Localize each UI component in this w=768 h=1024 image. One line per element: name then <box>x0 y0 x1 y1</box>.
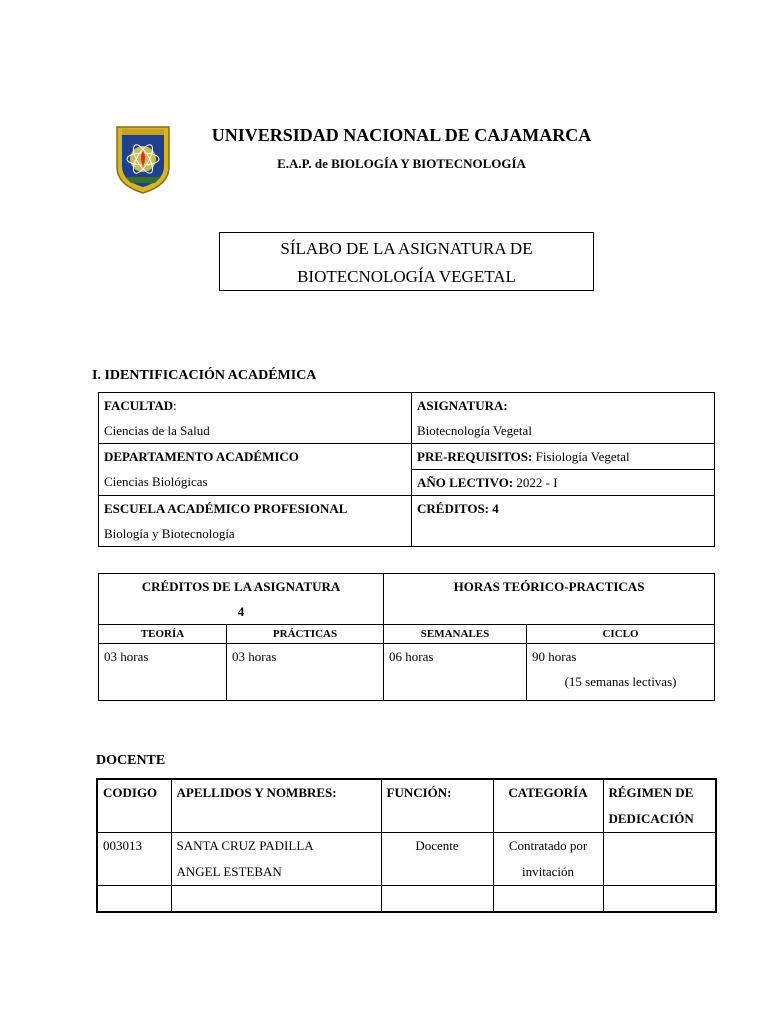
table-row <box>97 779 716 833</box>
creditos-cell <box>412 496 715 547</box>
regimen-line1: RÉGIMEN DE <box>608 785 694 800</box>
hours-header-cell <box>384 574 715 625</box>
teoria-value: 03 horas <box>99 644 227 701</box>
nombre-line1: SANTA CRUZ PADILLA <box>176 838 314 853</box>
prerequisitos-anio-cell <box>412 444 715 496</box>
ciclo-cell <box>527 644 715 701</box>
departamento-cell <box>99 444 412 496</box>
anio-value: 2022 - I <box>513 475 558 490</box>
column-header-ciclo: CICLO <box>527 625 715 644</box>
anio-label: AÑO LECTIVO: <box>417 475 514 490</box>
facultad-cell <box>99 393 412 444</box>
empty-cell <box>603 886 716 913</box>
escuela-label: ESCUELA ACADÉMICO PROFESIONAL <box>104 501 348 516</box>
asignatura-cell <box>412 393 715 444</box>
empty-cell <box>171 886 381 913</box>
ciclo-value: 90 horas <box>532 649 577 664</box>
funcion-value: Docente <box>381 833 493 886</box>
regimen-value <box>603 833 716 886</box>
column-header-regimen <box>603 779 716 833</box>
hours-title: HORAS TEÓRICO-PRACTICAS <box>453 579 645 594</box>
docente-section-title: DOCENTE <box>96 753 166 768</box>
table-row <box>99 496 715 547</box>
prerequisitos-label: PRE-REQUISITOS: <box>417 449 533 464</box>
nombre-line2: ANGEL ESTEBAN <box>176 864 282 879</box>
identification-section-title: I. IDENTIFICACIÓN ACADÉMICA <box>92 368 317 383</box>
table-row <box>99 574 715 625</box>
table-row <box>99 644 715 701</box>
ciclo-note: (15 semanas lectivas) <box>564 674 677 689</box>
prerequisitos-value: Fisiología Vegetal <box>532 449 630 464</box>
escuela-value: Biología y Biotecnología <box>104 526 235 541</box>
column-header-teoria: TEORÍA <box>99 625 227 644</box>
credits-value: 4 <box>237 604 245 619</box>
regimen-line2: DEDICACIÓN <box>608 811 694 826</box>
credits-header-cell <box>99 574 384 625</box>
escuela-cell <box>99 496 412 547</box>
table-row <box>97 886 716 913</box>
table-row <box>97 833 716 886</box>
nombre-cell <box>171 833 381 886</box>
codigo-value: 003013 <box>97 833 171 886</box>
table-row <box>99 393 715 444</box>
syllabus-title-line2: BIOTECNOLOGÍA VEGETAL <box>297 267 516 286</box>
syllabus-title-box <box>219 232 594 291</box>
university-name: UNIVERSIDAD NACIONAL DE CAJAMARCA <box>211 125 592 145</box>
departamento-label: DEPARTAMENTO ACADÉMICO <box>104 449 299 464</box>
semanales-value: 06 horas <box>384 644 527 701</box>
docente-table <box>96 778 717 913</box>
categoria-cell <box>493 833 603 886</box>
facultad-colon: : <box>173 398 177 413</box>
departamento-value: Ciencias Biológicas <box>104 474 208 489</box>
facultad-value: Ciencias de la Salud <box>104 423 210 438</box>
empty-cell <box>381 886 493 913</box>
asignatura-value: Biotecnología Vegetal <box>417 423 532 438</box>
column-header-codigo: CODIGO <box>97 779 171 833</box>
credits-title: CRÉDITOS DE LA ASIGNATURA <box>141 579 341 594</box>
column-header-categoria: CATEGORÍA <box>493 779 603 833</box>
practicas-value: 03 horas <box>227 644 384 701</box>
empty-cell <box>493 886 603 913</box>
empty-cell <box>97 886 171 913</box>
school-name: E.A.P. de BIOLOGÍA Y BIOTECNOLOGÍA <box>277 156 526 171</box>
syllabus-title-line1: SÍLABO DE LA ASIGNATURA DE <box>280 239 533 258</box>
asignatura-label: ASIGNATURA: <box>417 398 508 413</box>
column-header-nombres: APELLIDOS Y NOMBRES: <box>171 779 381 833</box>
categoria-line2: invitación <box>522 864 574 879</box>
column-header-semanales: SEMANALES <box>384 625 527 644</box>
facultad-label: FACULTAD <box>104 398 174 413</box>
identification-table <box>98 392 715 547</box>
credits-table <box>98 573 715 701</box>
creditos-label: CRÉDITOS: 4 <box>417 501 499 516</box>
column-header-practicas: PRÁCTICAS <box>227 625 384 644</box>
table-row <box>99 444 715 496</box>
column-header-funcion: FUNCIÓN: <box>381 779 493 833</box>
categoria-line1: Contratado por <box>508 838 588 853</box>
table-row <box>99 625 715 644</box>
